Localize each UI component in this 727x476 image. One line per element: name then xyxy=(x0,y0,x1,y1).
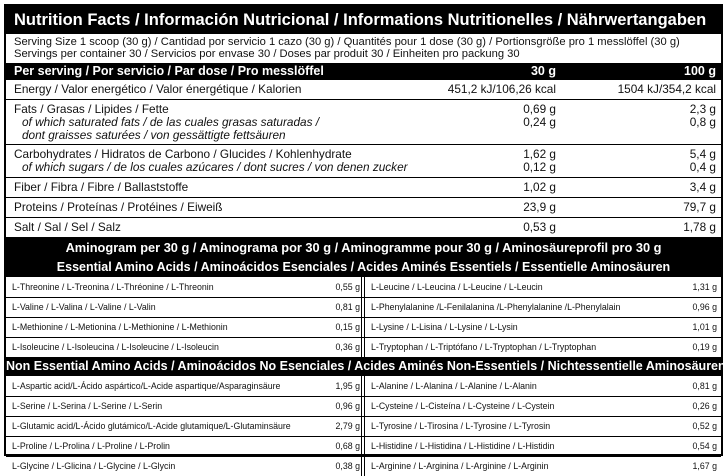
amino-name: L-Threonine / L-Treonina / L-Thréonine / L-Threonin xyxy=(12,282,214,293)
per-serving-label: Per serving / Por servicio / Par dose / Pro messlöffel xyxy=(14,64,324,79)
nutrient-label: Energy / Valor energético / Valor énergétique / Kalorien xyxy=(14,82,302,97)
amino-value: 0,52 g xyxy=(692,421,717,432)
nutrient-value-100g: 3,4 g xyxy=(689,180,716,195)
amino-name: L-Histidine / L-Histidina / L-Histidine / L-Histidin xyxy=(371,441,555,452)
nutrient-value-100g: 1,78 g xyxy=(683,220,716,235)
nutrient-value-100g: 0,4 g xyxy=(689,160,716,175)
amino-name: L-Glutamic acid/L-Ácido glutámico/L-Acide glutamique/L-Glutaminsäure xyxy=(12,421,291,432)
amino-value: 0,81 g xyxy=(692,381,717,392)
amino-value: 0,81 g xyxy=(335,302,360,313)
amino-value: 0,96 g xyxy=(692,302,717,313)
nutrient-value-100g: 79,7 g xyxy=(683,200,716,215)
amino-row xyxy=(6,277,364,297)
amino-value: 0,55 g xyxy=(335,282,360,293)
nutrient-value-30g: 23,9 g xyxy=(523,200,556,215)
amino-name: L-Leucine / L-Leucina / L-Leucine / L-Leucin xyxy=(371,282,543,293)
amino-row xyxy=(365,337,721,357)
amino-row xyxy=(365,277,721,297)
amino-value: 1,95 g xyxy=(335,381,360,392)
amino-value: 0,96 g xyxy=(335,401,360,412)
nutrient-value-30g: 451,2 kJ/106,26 kcal xyxy=(447,82,556,97)
amino-name: L-Cysteine / L-Cisteína / L-Cysteine / L-Cystein xyxy=(371,401,555,412)
serving-info xyxy=(6,34,721,60)
per-serving-header xyxy=(6,63,721,80)
amino-value: 0,19 g xyxy=(692,342,717,353)
nutrient-sub-label: of which sugars / de los cuales azúcares / dont sucres / von denen zucker xyxy=(22,160,408,175)
nutrient-value-30g: 0,12 g xyxy=(523,160,556,175)
essential-amino-title: Essential Amino Acids / Aminoácidos Esenciales / Acides Aminés Essentiels / Essentielle Aminosäuren xyxy=(6,258,721,277)
nutrient-value-100g: 1504 kJ/354,2 kcal xyxy=(617,82,716,97)
amino-name: L-Methionine / L-Metionina / L-Methionine / L-Methionin xyxy=(12,322,228,333)
amino-row xyxy=(365,297,721,317)
column-divider xyxy=(364,277,365,357)
column-divider xyxy=(361,376,362,476)
amino-row xyxy=(6,297,364,317)
serving-size-line: Serving Size 1 scoop (30 g) / Cantidad por servicio 1 cazo (30 g) / Quantités pour 1 dose (30 g) / Portionsgröße pro 1 messlöffel (30 g) xyxy=(14,36,680,48)
amino-value: 0,38 g xyxy=(335,461,360,472)
label-title: Nutrition Facts / Información Nutricional / Informations Nutritionelles / Nährwertangaben xyxy=(6,6,721,34)
nutrient-value-30g: 1,62 g xyxy=(523,147,556,162)
nutrient-row xyxy=(6,198,721,218)
column-divider xyxy=(361,277,362,357)
nutrient-value-30g: 1,02 g xyxy=(523,180,556,195)
amino-name: L-Lysine / L-Lisina / L-Lysine / L-Lysin xyxy=(371,322,518,333)
amino-row xyxy=(6,337,364,357)
amino-row xyxy=(365,317,721,337)
amino-row xyxy=(6,396,364,416)
nutrient-sub-label: dont graisses saturées / von gessättigte fettsäuren xyxy=(22,128,286,143)
nutrient-row xyxy=(6,145,721,178)
amino-name: L-Arginine / L-Arginina / L-Arginine / L-Arginin xyxy=(371,461,549,472)
amino-row xyxy=(365,436,721,456)
amino-name: L-Serine / L-Serina / L-Serine / L-Serin xyxy=(12,401,163,412)
amino-row xyxy=(6,436,364,456)
column-30g-header: 30 g xyxy=(530,64,556,79)
nutrient-value-100g: 5,4 g xyxy=(689,147,716,162)
amino-name: L-Valine / L-Valina / L-Valine / L-Valin xyxy=(12,302,156,313)
amino-value: 0,68 g xyxy=(335,441,360,452)
amino-name: L-Glycine / L-Glicina / L-Glycine / L-Glycin xyxy=(12,461,176,472)
column-100g-header: 100 g xyxy=(684,64,716,79)
amino-name: L-Proline / L-Prolina / L-Proline / L-Prolin xyxy=(12,441,170,452)
amino-name: L-Isoleucine / L-Isoleucina / L-Isoleucine / L-Isoleucin xyxy=(12,342,219,353)
amino-name: L-Alanine / L-Alanina / L-Alanine / L-Alanin xyxy=(371,381,537,392)
amino-value: 0,54 g xyxy=(692,441,717,452)
nutrient-row xyxy=(6,218,721,238)
nutrient-row xyxy=(6,178,721,198)
amino-value: 1,67 g xyxy=(692,461,717,472)
nutrient-value-100g: 0,8 g xyxy=(689,115,716,130)
amino-row xyxy=(365,456,721,476)
nutrition-label xyxy=(4,4,726,472)
nutrient-row xyxy=(6,100,721,145)
nutrient-value-30g: 0,69 g xyxy=(523,102,556,117)
nutrient-sub-label: of which saturated fats / de las cuales grasas saturadas / xyxy=(22,115,320,130)
essential-amino-table xyxy=(6,277,721,357)
amino-value: 1,31 g xyxy=(692,282,717,293)
nutrient-table xyxy=(6,80,721,238)
nutrient-label: Proteins / Proteínas / Protéines / Eiweiß xyxy=(14,200,223,215)
amino-row xyxy=(6,317,364,337)
amino-name: L-Aspartic acid/L-Ácido aspártico/L-Acide aspartique/Asparaginsäure xyxy=(12,381,281,392)
amino-name: L-Tryptophan / L-Triptófano / L-Tryptophan / L-Tryptophan xyxy=(371,342,597,353)
non-essential-amino-title: Non Essential Amino Acids / Aminoácidos No Esenciales / Acides Aminés Non-Essentiels / Nichtessentielle Aminosäuren xyxy=(6,357,721,376)
amino-value: 1,01 g xyxy=(692,322,717,333)
aminogram-title: Aminogram per 30 g / Aminograma por 30 g / Aminogramme pour 30 g / Aminosäureprofil pro 30 g xyxy=(6,238,721,258)
amino-value: 0,15 g xyxy=(335,322,360,333)
column-divider xyxy=(364,376,365,476)
nutrient-value-30g: 0,53 g xyxy=(523,220,556,235)
amino-row xyxy=(365,416,721,436)
nutrient-label: Fats / Grasas / Lipides / Fette xyxy=(14,102,169,117)
nutrient-row xyxy=(6,80,721,100)
servings-per-container-line: Servings per container 30 / Servicios por envase 30 / Doses par produit 30 / Einheiten pro packung 30 xyxy=(14,47,520,60)
nutrient-label: Salt / Sal / Sel / Salz xyxy=(14,220,121,235)
amino-value: 2,79 g xyxy=(335,421,360,432)
amino-name: L-Tyrosine / L-Tirosina / L-Tyrosine / L-Tyrosin xyxy=(371,421,551,432)
amino-value: 0,26 g xyxy=(692,401,717,412)
nutrient-label: Carbohydrates / Hidratos de Carbono / Glucides / Kohlenhydrate xyxy=(14,147,352,162)
amino-row xyxy=(6,416,364,436)
amino-row xyxy=(365,396,721,416)
nutrient-value-30g: 0,24 g xyxy=(523,115,556,130)
amino-row xyxy=(365,376,721,396)
nutrient-label: Fiber / Fibra / Fibre / Ballaststoffe xyxy=(14,180,189,195)
amino-value: 0,36 g xyxy=(335,342,360,353)
amino-name: L-Phenylalanine /L-Fenilalanina /L-Phenylalanine /L-Phenylalain xyxy=(371,302,621,313)
amino-row xyxy=(6,456,364,476)
non-essential-amino-table xyxy=(6,376,721,476)
nutrient-value-100g: 2,3 g xyxy=(689,102,716,117)
amino-row xyxy=(6,376,364,396)
